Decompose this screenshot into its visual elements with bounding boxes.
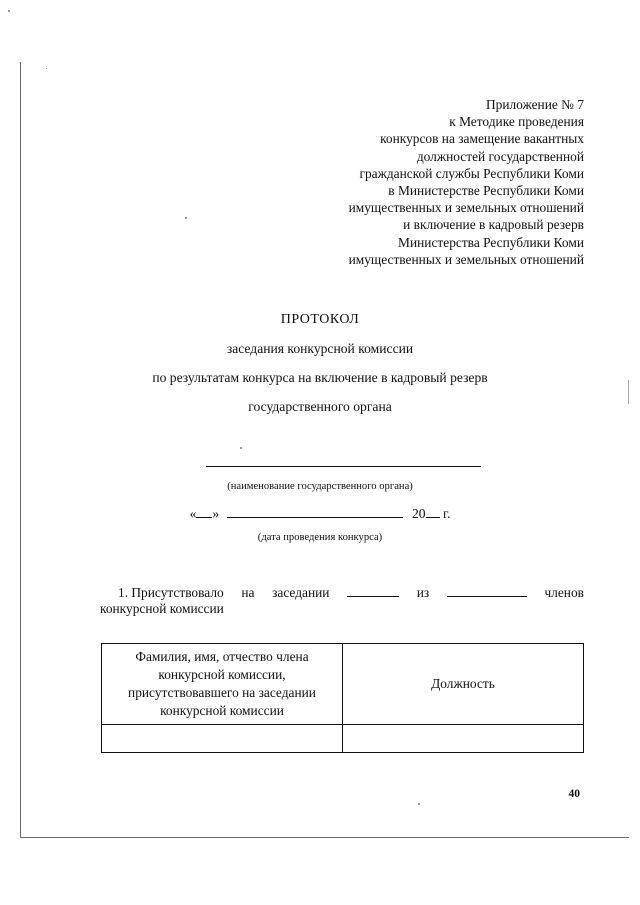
clause-1-text: на <box>241 585 255 600</box>
scan-border-bottom <box>20 837 629 838</box>
column-header-line: Фамилия, имя, отчество члена <box>135 649 309 664</box>
clause-1-text: членов <box>544 585 584 600</box>
organization-caption: (наименование государственного органа) <box>227 481 413 492</box>
clause-1-text: заседании <box>272 585 330 600</box>
appendix-line: конкурсов на замещение вакантных <box>380 131 584 147</box>
date-caption: (дата проведения конкурса) <box>257 532 383 543</box>
member-name-cell[interactable] <box>102 725 343 753</box>
column-header-line: присутствовавшего на заседании <box>128 685 316 700</box>
appendix-line: Приложение № 7 <box>485 97 584 112</box>
clause-1 <box>100 585 584 617</box>
date-month-field[interactable] <box>227 517 403 518</box>
date-year-field[interactable] <box>426 517 440 518</box>
appendix-line: к Методике проведения <box>449 114 584 130</box>
members-table <box>101 643 584 753</box>
column-header-line: конкурсной комиссии, <box>158 667 286 682</box>
document-subtitle: по результатам конкурса на включение в кадровый резерв <box>152 370 488 385</box>
clause-1-line-2: конкурсной комиссии <box>100 601 224 616</box>
table-row <box>102 725 584 753</box>
date-open-quote: « <box>189 506 197 521</box>
date-day-field[interactable] <box>196 517 212 518</box>
scan-speck <box>46 68 47 69</box>
appendix-line: гражданской службы Республики Коми <box>359 165 584 181</box>
appendix-header <box>264 96 584 268</box>
date-year-suffix: г. <box>442 506 451 521</box>
table-header-row <box>102 644 584 725</box>
document-title: ПРОТОКОЛ <box>280 312 360 327</box>
column-header-position: Должность <box>343 644 584 725</box>
column-header-line: конкурсной комиссии <box>160 703 284 718</box>
scan-border-left <box>20 62 21 838</box>
column-header-full-name <box>102 644 343 725</box>
clause-1-text: 1. Присутствовало <box>118 585 224 600</box>
appendix-line: в Министерстве Республики Коми <box>388 183 584 199</box>
organization-name-field[interactable] <box>206 466 481 467</box>
date-year-prefix: 20 <box>411 506 426 521</box>
date-close-quote: » <box>212 506 220 521</box>
contest-date-row <box>0 506 640 522</box>
member-position-cell[interactable] <box>343 725 584 753</box>
document-subtitle: государственного органа <box>248 399 392 414</box>
clause-1-text: из <box>416 585 430 600</box>
appendix-line: имущественных и земельных отношений <box>348 251 584 267</box>
scan-speck <box>8 10 10 12</box>
scan-speck <box>185 217 187 219</box>
clause-1-line <box>100 585 584 601</box>
total-count-field[interactable] <box>447 596 527 597</box>
document-subtitle: заседания конкурсной комиссии <box>226 341 414 356</box>
scan-speck <box>418 803 420 805</box>
appendix-line: имущественных и земельных отношений <box>348 200 584 216</box>
appendix-line: Министерства Республики Коми <box>398 234 584 250</box>
present-count-field[interactable] <box>347 596 399 597</box>
appendix-line: должностей государственной <box>416 148 584 164</box>
appendix-line: и включение в кадровый резерв <box>403 217 584 233</box>
page-number: 40 <box>568 788 580 800</box>
scan-speck <box>240 447 242 449</box>
